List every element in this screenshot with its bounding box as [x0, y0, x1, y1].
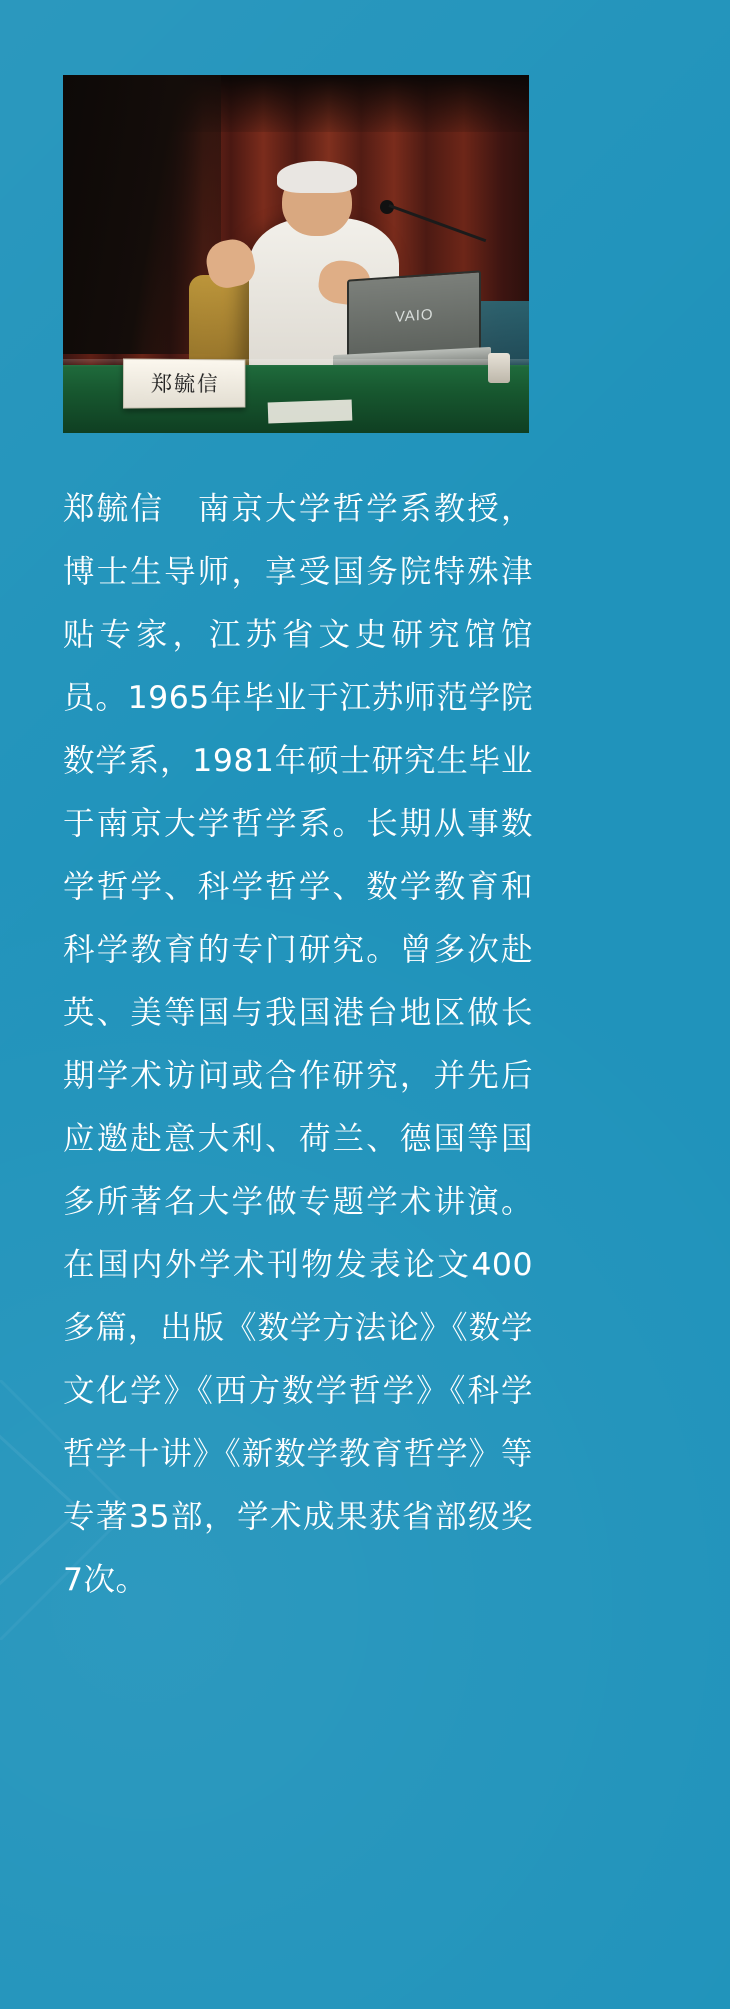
biography-text: 郑毓信 南京大学哲学系教授，博士生导师，享受国务院特殊津贴专家，江苏省文史研究馆馆员。1965年毕业于江苏师范学院数学系，1981年硕士研究生毕业于南京大学哲学系。长期从事数学哲学、科学哲学、数学教育和科学教育的专门研究。曾多次赴英、美等国与我国港台地区做长期学术访问或合作研究，并先后应邀赴意大利、荷兰、德国等国多所著名大学做专题学术讲演。在国内外学术刊物发表论文400多篇，出版《数学方法论》《数学文化学》《西方数学哲学》《科学哲学十讲》《新数学教育哲学》等专著35部，学术成果获省部级奖7次。	[63, 491, 533, 1598]
speaker-hair	[277, 161, 356, 193]
papers-on-table	[268, 399, 353, 423]
cup	[488, 353, 510, 383]
microphone-stem	[389, 204, 486, 242]
name-plate-label: 郑毓信	[150, 372, 220, 397]
speaker-photo	[63, 75, 529, 433]
laptop-brand-label: VAIO	[395, 306, 434, 327]
name-plate	[123, 359, 246, 409]
